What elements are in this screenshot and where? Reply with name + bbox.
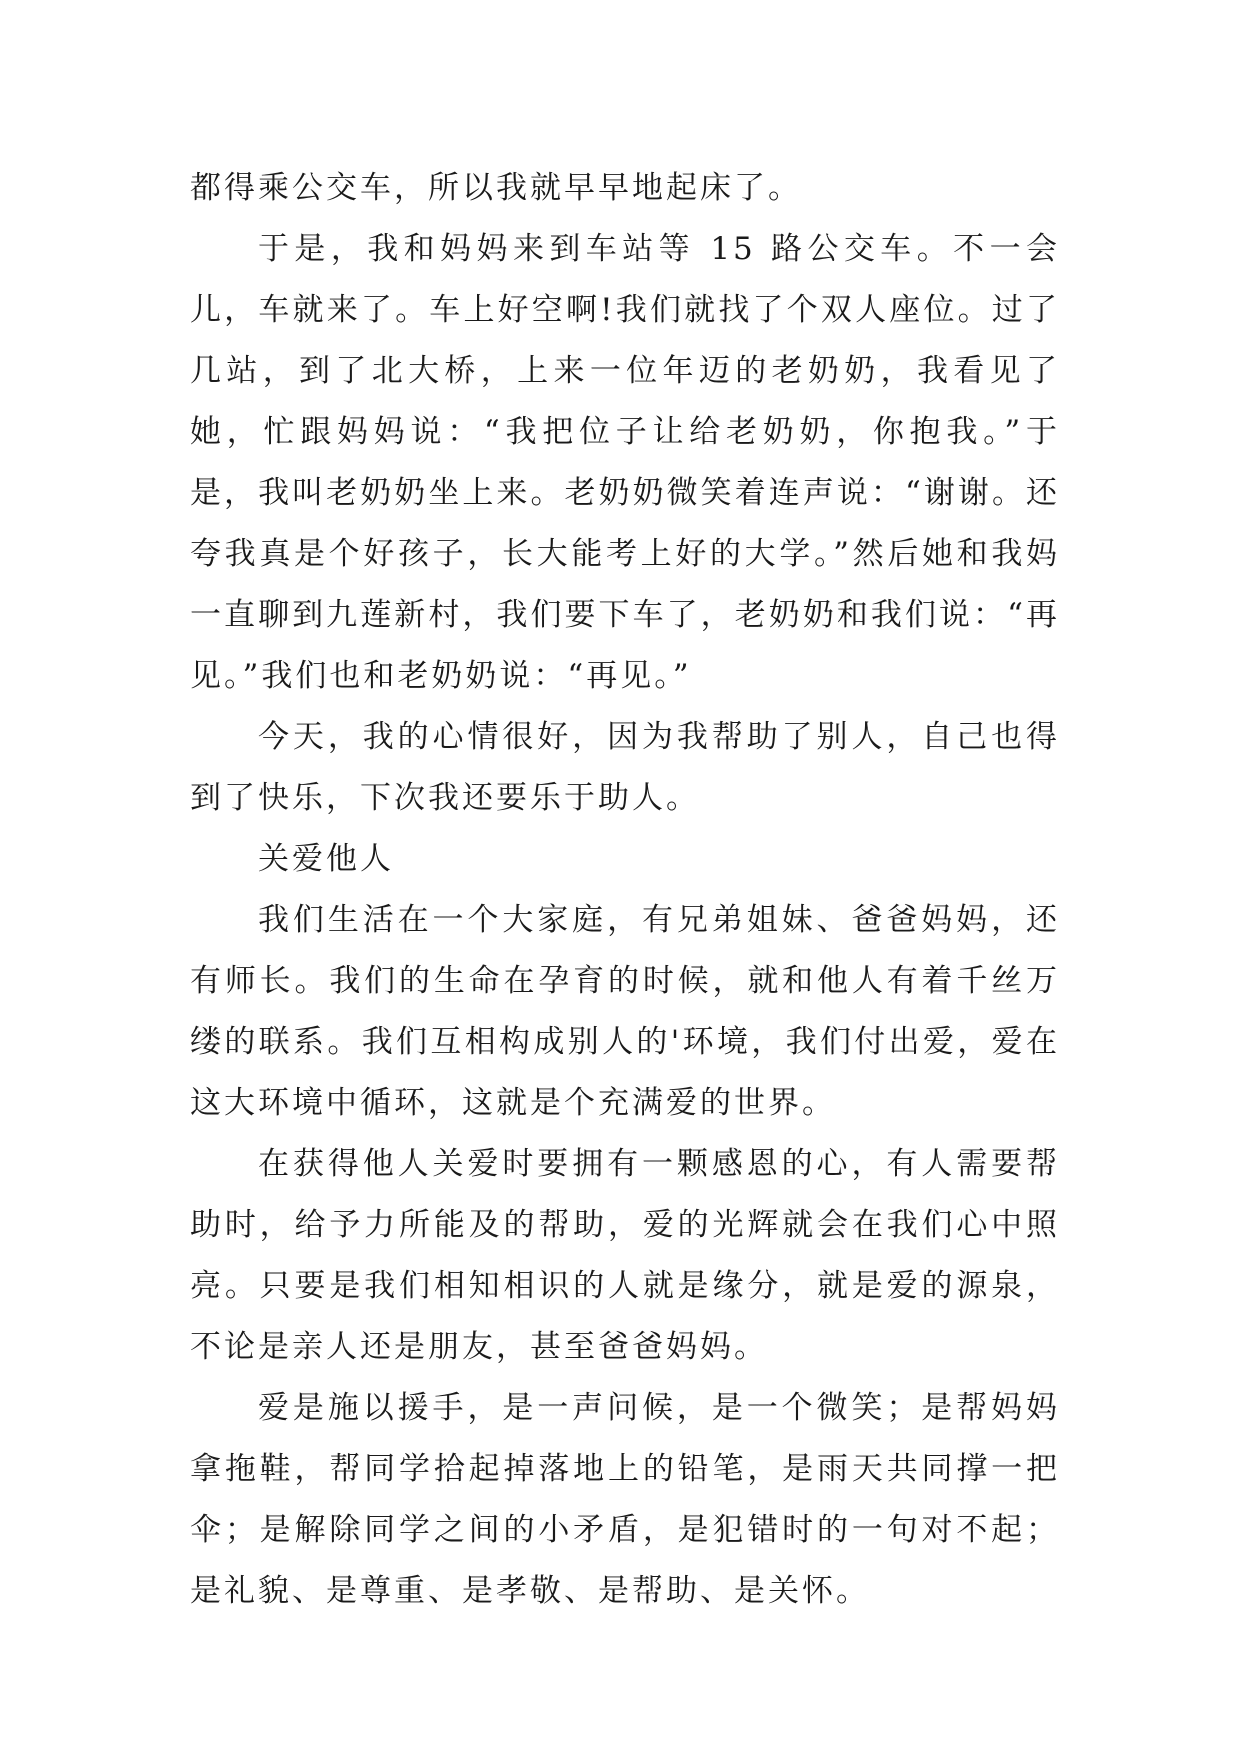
paragraph-bus-story: 于是，我和妈妈来到车站等 15 路公交车。不一会儿，车就来了。车上好空啊!我们就找了个双人座位。过了几站，到了北大桥，上来一位年迈的老奶奶，我看见了她，忙跟妈妈说：“我把位子让给老奶奶，你抱我。”于是，我叫老奶奶坐上来。老奶奶微笑着连声说：“谢谢。还夸我真是个好孩子，长大能考上好的大学。”然后她和我妈一直聊到九莲新村，我们要下车了，老奶奶和我们说：“再见。”我们也和老奶奶说：“再见。” bbox=[190, 231, 1060, 694]
paragraph-conclusion: 今天，我的心情很好，因为我帮助了别人，自己也得到了快乐，下次我还要乐于助人。 bbox=[190, 719, 1060, 816]
paragraph-gratitude: 在获得他人关爱时要拥有一颗感恩的心，有人需要帮助时，给予力所能及的帮助，爱的光辉就会在我们心中照亮。只要是我们相知相识的人就是缘分，就是爱的源泉，不论是亲人还是朋友，甚至爸爸妈妈。 bbox=[190, 1146, 1060, 1365]
document-body bbox=[190, 158, 1060, 1622]
paragraph-family: 我们生活在一个大家庭，有兄弟姐妹、爸爸妈妈，还有师长。我们的生命在孕育的时候，就和他人有着千丝万缕的联系。我们互相构成别人的'环境，我们付出爱，爱在这大环境中循环，这就是个充满爱的世界。 bbox=[190, 902, 1060, 1121]
paragraph-love-is: 爱是施以援手，是一声问候，是一个微笑；是帮妈妈拿拖鞋，帮同学拾起掉落地上的铅笔，是雨天共同撑一把伞；是解除同学之间的小矛盾，是犯错时的一句对不起；是礼貌、是尊重、是孝敬、是帮助、是关怀。 bbox=[190, 1390, 1060, 1609]
paragraph-continued: 都得乘公交车，所以我就早早地起床了。 bbox=[190, 170, 802, 206]
section-title: 关爱他人 bbox=[258, 841, 394, 877]
